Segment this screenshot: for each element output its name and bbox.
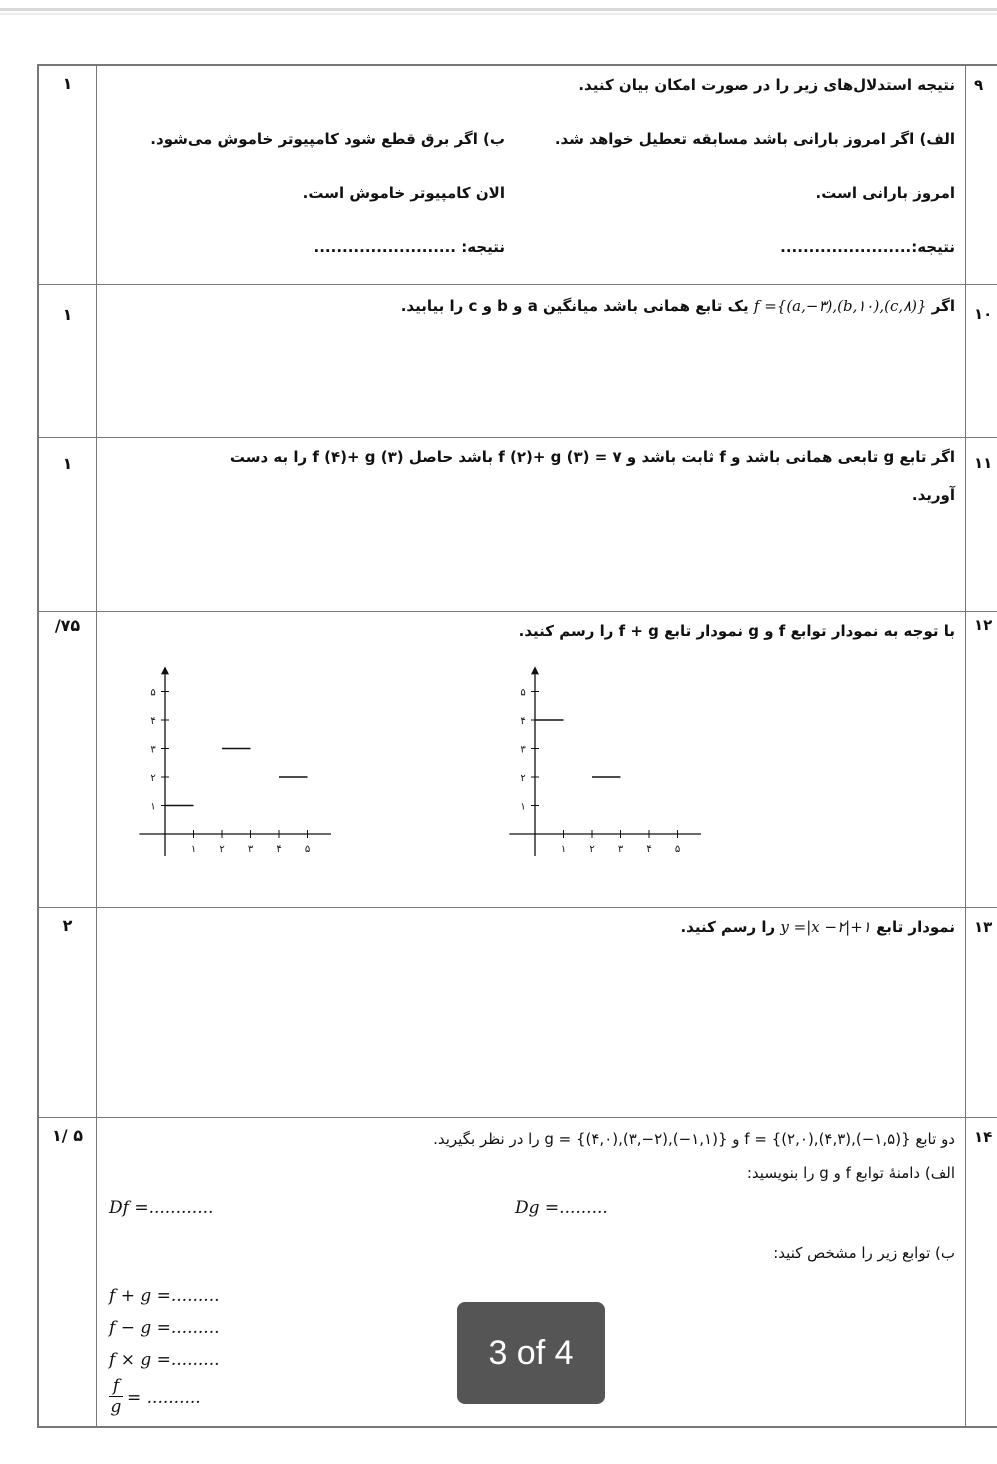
question-body — [97, 907, 966, 1117]
exam-sheet — [37, 64, 997, 1428]
question-row-13 — [38, 907, 997, 1117]
question-row-10 — [38, 284, 997, 437]
score-value: ۱ — [62, 304, 73, 324]
y-axis-arrow — [161, 666, 169, 674]
quotient-answer: = .......... — [127, 1387, 201, 1408]
question-number: ۱۲ — [974, 615, 993, 634]
question-body — [97, 284, 966, 437]
y-tick-label: ۵ — [150, 687, 156, 698]
question-number: ۱۳ — [974, 917, 993, 936]
sum-answer: f + g =......... — [109, 1285, 220, 1306]
absolute-value-formula: y =|x −۲|+۱ — [780, 917, 871, 936]
prompt-start: نمودار تابع — [876, 917, 955, 936]
x-tick-label: ۵ — [674, 843, 681, 855]
question-body — [97, 65, 966, 284]
part-a-instruction: الف) دامنهٔ توابع f و g را بنویسید: — [746, 1163, 955, 1182]
question-row-9 — [38, 65, 997, 284]
x-tick-label: ۳ — [247, 843, 254, 855]
top-divider-secondary — [0, 13, 997, 15]
score-value: ۱ — [62, 453, 73, 473]
score-cell — [38, 907, 97, 1117]
question-number: ۹ — [974, 76, 984, 94]
difference-answer: f − g =......... — [109, 1317, 220, 1338]
question-number: ۱۰ — [974, 304, 993, 323]
score-cell — [38, 65, 97, 284]
question-number-cell — [966, 284, 997, 437]
question-body — [97, 437, 966, 611]
y-tick-label: ۴ — [520, 715, 526, 727]
score-value: /۷۵ — [54, 615, 81, 635]
part-b-premise-2: الان کامپیوتر خاموش است. — [302, 184, 505, 202]
question-number-cell — [966, 1117, 997, 1427]
question-number: ۱۴ — [974, 1127, 993, 1146]
part-b-result: نتیجه: ......................... — [313, 238, 505, 256]
question-number-cell — [966, 65, 997, 284]
question-row-11 — [38, 437, 997, 611]
product-answer: f × g =......... — [109, 1349, 220, 1370]
x-tick-label: ۲ — [219, 843, 225, 855]
question-prompt: نتیجه استدلال‌های زیر را در صورت امکان بیان کنید. — [578, 76, 955, 94]
domain-g-answer: Dg =......... — [515, 1197, 608, 1218]
y-tick-label: ۴ — [150, 715, 156, 727]
exam-table — [37, 64, 997, 1428]
question-prompt: دو تابع f = {(۲,۰),(۴,۳),(−۱,۵)} و g = {(۴,۰),(۳,−۲),(−۱,۱)} را در نظر بگیرید. — [433, 1129, 955, 1148]
prompt-start: اگر — [931, 296, 955, 315]
graph-f — [481, 652, 701, 872]
page-indicator: 3 of 4 — [457, 1302, 605, 1404]
score-value: ۱ — [62, 74, 73, 93]
x-tick-label: ۳ — [617, 843, 624, 855]
x-tick-label: ۱ — [190, 843, 197, 855]
question-body — [97, 611, 966, 907]
question-prompt — [401, 297, 955, 315]
y-axis-arrow — [531, 666, 539, 674]
question-row-12 — [38, 611, 997, 907]
part-a-premise-2: امروز بارانی است. — [815, 184, 955, 202]
prompt-end: را رسم کنید. — [680, 917, 776, 936]
y-tick-label: ۱ — [150, 801, 156, 812]
y-tick-label: ۲ — [520, 772, 526, 784]
top-divider — [0, 8, 997, 11]
x-tick-label: ۴ — [276, 843, 282, 855]
y-tick-label: ۲ — [150, 772, 156, 784]
question-prompt: با توجه به نمودار توابع f و g نمودار تابع f + g را رسم کنید. — [518, 621, 955, 640]
quotient-numerator: f — [109, 1376, 123, 1397]
x-tick-label: ۵ — [304, 843, 311, 855]
question-text-line-2: آورید. — [911, 485, 955, 504]
y-tick-label: ۳ — [150, 744, 156, 755]
score-value: ۱/ ۵ — [52, 1125, 83, 1145]
question-text-line-1: اگر تابع g تابعی همانی باشد و f ثابت باشد و f (۲)+ g (۳) = ۷ باشد حاصل f (۴)+ g (۳) را به دست — [229, 447, 955, 466]
score-value: ۲ — [62, 915, 73, 935]
y-tick-label: ۳ — [520, 744, 526, 755]
question-number-cell — [966, 611, 997, 907]
question-prompt — [680, 918, 955, 936]
prompt-end: یک تابع همانی باشد میانگین a و b و c را بیابید. — [400, 296, 749, 315]
question-number-cell — [966, 437, 997, 611]
x-tick-label: ۱ — [560, 843, 567, 855]
y-tick-label: ۵ — [520, 687, 526, 698]
part-b-premise-1: ب) اگر برق قطع شود کامپیوتر خاموش می‌شود. — [150, 130, 505, 148]
part-a-premise-1: الف) اگر امروز بارانی باشد مسابقه تعطیل خواهد شد. — [554, 130, 955, 148]
question-number: ۱۱ — [974, 453, 993, 472]
y-tick-label: ۱ — [520, 801, 526, 812]
part-a-result: نتیجه:....................... — [780, 238, 955, 256]
part-b-instruction: ب) توابع زیر را مشخص کنید: — [773, 1243, 955, 1262]
graph-g — [111, 652, 331, 872]
score-cell — [38, 284, 97, 437]
function-set-formula: f ={(a,−۳),(b,۱۰),(c,۸)} — [753, 296, 927, 315]
question-number-cell — [966, 907, 997, 1117]
domain-f-answer: Df =............ — [109, 1197, 214, 1218]
score-cell — [38, 1117, 97, 1427]
score-cell — [38, 437, 97, 611]
x-tick-label: ۲ — [589, 843, 595, 855]
quotient-denominator: g — [110, 1396, 122, 1417]
x-tick-label: ۴ — [646, 843, 652, 855]
score-cell — [38, 611, 97, 907]
